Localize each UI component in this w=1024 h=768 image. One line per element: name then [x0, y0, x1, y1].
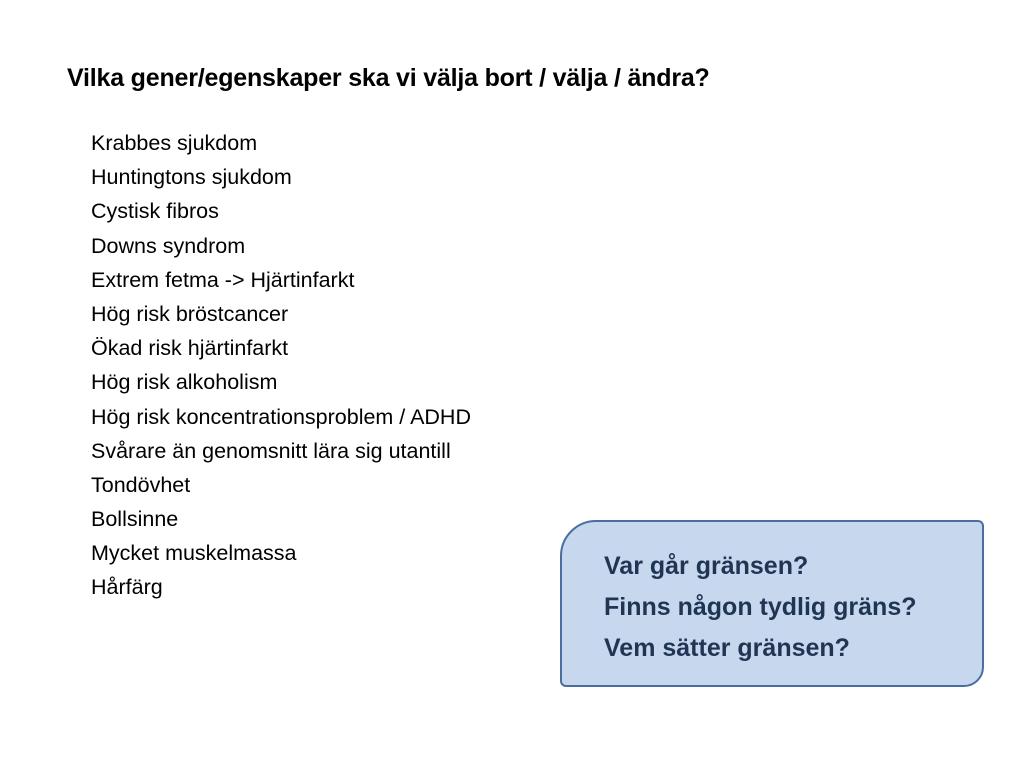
callout-questions [604, 546, 917, 669]
list-item: Cystisk fibros [91, 199, 219, 224]
list-item: Huntingtons sjukdom [91, 165, 292, 190]
callout-question: Vem sätter gränsen? [604, 634, 850, 662]
list-item: Downs syndrom [91, 233, 246, 258]
list-item: Svårare än genomsnitt lära sig utantill [91, 438, 451, 463]
list-item: Hög risk alkoholism [91, 370, 278, 395]
trait-list [91, 126, 471, 605]
list-item: Bollsinne [91, 507, 179, 532]
callout-question: Finns någon tydlig gräns? [604, 593, 917, 621]
list-item: Ökad risk hjärtinfarkt [91, 336, 289, 361]
slide-title: Vilka gener/egenskaper ska vi välja bort / välja / ändra? [67, 64, 710, 92]
question-callout [560, 520, 984, 687]
list-item: Hög risk koncentrationsproblem / ADHD [91, 404, 471, 429]
callout-question: Var går gränsen? [604, 552, 809, 580]
list-item: Hög risk bröstcancer [91, 301, 289, 326]
list-item: Tondövhet [91, 472, 191, 497]
list-item: Hårfärg [91, 575, 163, 600]
list-item: Extrem fetma -> Hjärtinfarkt [91, 267, 355, 292]
list-item: Krabbes sjukdom [91, 131, 258, 155]
list-item: Mycket muskelmassa [91, 541, 297, 566]
